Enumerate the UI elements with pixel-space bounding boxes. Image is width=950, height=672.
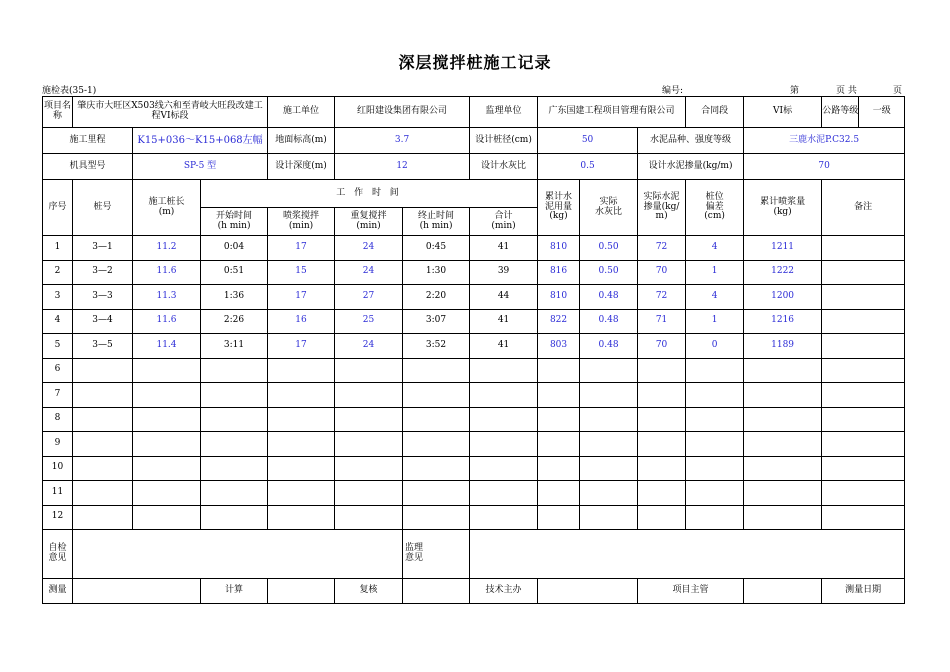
pile-offset-cell — [686, 456, 744, 481]
design-dosage-value: 70 — [744, 154, 905, 180]
table-row — [43, 505, 905, 530]
end-time-cell — [403, 358, 470, 383]
spray-mix-cell — [268, 432, 335, 457]
pile-offset-cell — [686, 383, 744, 408]
repeat-title: 重复搅拌 — [350, 210, 387, 221]
start-time-cell: 3:11 — [201, 334, 268, 359]
repeat-mix-cell: 27 — [335, 285, 403, 310]
col-slurry-header — [744, 180, 822, 236]
section-label: 合同段 — [686, 97, 744, 128]
actual-wc-cell — [580, 432, 638, 457]
cement-qty-cell: 810 — [538, 236, 580, 261]
seq-cell: 1 — [43, 236, 73, 261]
offset-b: 偏差 — [705, 201, 724, 212]
table-row — [43, 358, 905, 383]
remark-cell — [822, 358, 905, 383]
slurry-qty-cell — [744, 358, 822, 383]
actual-wc-cell — [580, 383, 638, 408]
col-repeat-header — [335, 208, 403, 236]
cement-qty-c: (kg) — [549, 211, 568, 222]
end-time-cell: 0:45 — [403, 236, 470, 261]
actual-wc-cell — [580, 481, 638, 506]
actual-dosage-cell: 71 — [638, 309, 686, 334]
table-row — [43, 309, 905, 334]
cement-qty-a: 累计水 — [545, 191, 573, 202]
cement-value: 三鹿水泥P.C32.5 — [744, 128, 905, 154]
table-row — [43, 285, 905, 310]
pile-offset-cell: 4 — [686, 236, 744, 261]
total-min-cell: 39 — [470, 260, 538, 285]
spray-mix-cell: 16 — [268, 309, 335, 334]
section-value: VI标 — [744, 97, 822, 128]
actual-wc-cell — [580, 358, 638, 383]
pile-length-cell — [133, 432, 201, 457]
pile-no-cell: 3—4 — [73, 309, 133, 334]
col-offset-header — [686, 180, 744, 236]
repeat-mix-cell — [335, 358, 403, 383]
actual-dosage-cell — [638, 456, 686, 481]
pile-length-cell — [133, 505, 201, 530]
actual-wc-cell: 0.50 — [580, 236, 638, 261]
table-row — [43, 456, 905, 481]
table-row — [43, 260, 905, 285]
slurry-qty-cell: 1189 — [744, 334, 822, 359]
self-check-content[interactable] — [73, 530, 403, 579]
seq-cell: 5 — [43, 334, 73, 359]
cement-qty-cell: 803 — [538, 334, 580, 359]
spray-mix-cell — [268, 481, 335, 506]
pile-no-cell: 3—5 — [73, 334, 133, 359]
pile-length-cell: 11.3 — [133, 285, 201, 310]
pile-length-cell: 11.6 — [133, 309, 201, 334]
slurry-qty-cell — [744, 383, 822, 408]
start-time-cell: 2:26 — [201, 309, 268, 334]
supervision-content[interactable] — [470, 530, 905, 579]
cement-label: 水泥品种、强度等级 — [638, 128, 744, 154]
total-min-cell — [470, 407, 538, 432]
pile-offset-cell: 0 — [686, 334, 744, 359]
actual-dosage-cell — [638, 432, 686, 457]
start-time-cell: 1:36 — [201, 285, 268, 310]
slurry-qty-cell: 1200 — [744, 285, 822, 310]
machine-label: 机具型号 — [43, 154, 133, 180]
actual-wc-cell: 0.48 — [580, 334, 638, 359]
total-min-cell: 41 — [470, 236, 538, 261]
col-actual-dosage-header — [638, 180, 686, 236]
total-min-cell — [470, 481, 538, 506]
remark-cell — [822, 236, 905, 261]
calc-label: 计算 — [201, 579, 268, 604]
slurry-a: 累计喷浆量 — [760, 196, 806, 207]
cement-qty-cell: 816 — [538, 260, 580, 285]
seq-cell: 11 — [43, 481, 73, 506]
construction-record-table — [42, 96, 905, 604]
total-min-cell: 41 — [470, 334, 538, 359]
pile-no-cell — [73, 505, 133, 530]
start-time-cell — [201, 432, 268, 457]
start-title: 开始时间 — [216, 210, 253, 221]
pile-offset-cell — [686, 432, 744, 457]
actual-wc-cell: 0.50 — [580, 260, 638, 285]
end-time-cell: 1:30 — [403, 260, 470, 285]
seq-cell: 2 — [43, 260, 73, 285]
start-time-cell — [201, 383, 268, 408]
col-total-header — [470, 208, 538, 236]
end-time-cell — [403, 456, 470, 481]
pile-length-cell: 11.6 — [133, 260, 201, 285]
start-unit: (h min) — [217, 220, 251, 231]
page-ye: 页 — [893, 86, 903, 96]
actual-dosage-a: 实际水泥 — [643, 191, 680, 202]
table-row — [43, 432, 905, 457]
total-min-cell — [470, 456, 538, 481]
supervision-b: 意见 — [405, 553, 424, 563]
repeat-mix-cell — [335, 505, 403, 530]
cement-qty-cell — [538, 481, 580, 506]
col-end-header — [403, 208, 470, 236]
pile-len-title: 施工桩长 — [148, 196, 185, 207]
ground-elev-label: 地面标高(m) — [268, 128, 335, 154]
actual-dosage-cell — [638, 383, 686, 408]
spray-mix-cell: 17 — [268, 285, 335, 310]
actual-wc-a: 实际 — [599, 196, 618, 207]
project-name: 肇庆市大旺区X503线六和至青岐大旺段改建工程VI标段 — [73, 97, 268, 128]
spray-unit: (min) — [288, 220, 314, 231]
pile-length-cell: 11.4 — [133, 334, 201, 359]
spray-mix-cell — [268, 456, 335, 481]
repeat-mix-cell — [335, 383, 403, 408]
review-sign[interactable] — [403, 579, 470, 604]
repeat-mix-cell: 24 — [335, 236, 403, 261]
col-pile-header: 桩号 — [73, 180, 133, 236]
start-time-cell — [201, 456, 268, 481]
supervision-a: 监理 — [405, 543, 424, 554]
start-time-cell — [201, 505, 268, 530]
end-time-cell: 3:07 — [403, 309, 470, 334]
slurry-qty-cell: 1216 — [744, 309, 822, 334]
repeat-unit: (min) — [356, 220, 381, 231]
table-row — [43, 236, 905, 261]
form-code: 施检表(35-1) — [42, 86, 97, 96]
remark-cell — [822, 285, 905, 310]
end-time-cell: 2:20 — [403, 285, 470, 310]
total-min-cell: 44 — [470, 285, 538, 310]
page-ye-gong: 页 共 — [836, 86, 857, 96]
cement-qty-cell: 822 — [538, 309, 580, 334]
self-check-label — [43, 530, 73, 579]
end-time-cell — [403, 383, 470, 408]
project-lead-label: 项目主管 — [638, 579, 744, 604]
spray-title: 喷浆搅拌 — [283, 210, 320, 221]
cement-qty-cell — [538, 505, 580, 530]
pile-offset-cell: 4 — [686, 285, 744, 310]
pile-length-cell: 11.2 — [133, 236, 201, 261]
remark-cell — [822, 505, 905, 530]
total-min-cell — [470, 383, 538, 408]
actual-dosage-cell: 70 — [638, 260, 686, 285]
supervisor-label: 监理单位 — [470, 97, 538, 128]
spray-mix-cell — [268, 358, 335, 383]
actual-dosage-cell — [638, 481, 686, 506]
repeat-mix-cell: 24 — [335, 260, 403, 285]
slurry-b: (kg) — [773, 206, 792, 217]
pile-no-cell — [73, 358, 133, 383]
offset-a: 桩位 — [705, 191, 724, 202]
design-dosage-label: 设计水泥掺量(kg/m) — [638, 154, 744, 180]
col-seq-header: 序号 — [43, 180, 73, 236]
repeat-mix-cell — [335, 481, 403, 506]
remark-cell — [822, 334, 905, 359]
col-start-header — [201, 208, 268, 236]
total-unit: (min) — [491, 220, 516, 231]
col-spray-header — [268, 208, 335, 236]
seq-cell: 4 — [43, 309, 73, 334]
actual-dosage-cell — [638, 407, 686, 432]
table-row — [43, 383, 905, 408]
remark-cell — [822, 481, 905, 506]
actual-dosage-cell: 70 — [638, 334, 686, 359]
cement-qty-cell: 810 — [538, 285, 580, 310]
pile-offset-cell — [686, 358, 744, 383]
pile-length-cell — [133, 456, 201, 481]
machine-value: SP-5 型 — [133, 154, 268, 180]
remark-cell — [822, 260, 905, 285]
repeat-mix-cell — [335, 432, 403, 457]
cement-qty-cell — [538, 383, 580, 408]
seq-cell: 9 — [43, 432, 73, 457]
end-time-cell: 3:52 — [403, 334, 470, 359]
pile-length-cell — [133, 358, 201, 383]
table-row — [43, 481, 905, 506]
total-min-cell: 41 — [470, 309, 538, 334]
table-row — [43, 334, 905, 359]
pile-offset-cell: 1 — [686, 309, 744, 334]
survey-sign[interactable] — [73, 579, 201, 604]
pile-len-unit: (m) — [158, 206, 175, 217]
supervisor-value: 广东国建工程项目管理有限公司 — [538, 97, 686, 128]
actual-dosage-c: m) — [655, 211, 668, 222]
pile-offset-cell: 1 — [686, 260, 744, 285]
col-pile-len-header — [133, 180, 201, 236]
survey-date-label: 测量日期 — [822, 579, 905, 604]
cement-qty-cell — [538, 407, 580, 432]
project-lead-sign[interactable] — [744, 579, 822, 604]
slurry-qty-cell — [744, 505, 822, 530]
actual-dosage-cell — [638, 358, 686, 383]
pile-offset-cell — [686, 505, 744, 530]
review-label: 复核 — [335, 579, 403, 604]
actual-wc-cell — [580, 505, 638, 530]
col-actual-wc-header — [580, 180, 638, 236]
design-dia-value: 50 — [538, 128, 638, 154]
road-grade-label: 公路等级 — [822, 97, 859, 127]
col-cement-qty-header — [538, 180, 580, 236]
pile-offset-cell — [686, 407, 744, 432]
ground-elev-value: 3.7 — [335, 128, 470, 154]
start-time-cell: 0:04 — [201, 236, 268, 261]
end-time-cell — [403, 505, 470, 530]
slurry-qty-cell — [744, 407, 822, 432]
calc-sign[interactable] — [268, 579, 335, 604]
design-wc-label: 设计水灰比 — [470, 154, 538, 180]
seq-cell: 10 — [43, 456, 73, 481]
design-wc-value: 0.5 — [538, 154, 638, 180]
spray-mix-cell — [268, 505, 335, 530]
cement-qty-cell — [538, 358, 580, 383]
start-time-cell — [201, 358, 268, 383]
remark-cell — [822, 309, 905, 334]
design-depth-label: 设计深度(m) — [268, 154, 335, 180]
actual-wc-cell: 0.48 — [580, 309, 638, 334]
work-time-header: 工 作 时 间 — [201, 180, 538, 208]
actual-wc-cell — [580, 407, 638, 432]
project-label: 项目名称 — [43, 97, 73, 128]
end-time-cell — [403, 481, 470, 506]
mileage-value: K15+036～K15+068左幅 — [133, 128, 268, 154]
pile-offset-cell — [686, 481, 744, 506]
actual-wc-b: 水灰比 — [595, 206, 623, 217]
data-rows — [43, 236, 905, 530]
tech-lead-sign[interactable] — [538, 579, 638, 604]
info-section — [43, 97, 905, 180]
start-time-cell — [201, 407, 268, 432]
remark-cell — [822, 383, 905, 408]
seq-cell: 7 — [43, 383, 73, 408]
pile-no-cell — [73, 481, 133, 506]
start-time-cell: 0:51 — [201, 260, 268, 285]
total-min-cell — [470, 358, 538, 383]
offset-c: (cm) — [704, 211, 725, 222]
spray-mix-cell: 17 — [268, 334, 335, 359]
pile-no-cell — [73, 456, 133, 481]
cement-qty-cell — [538, 456, 580, 481]
remark-cell — [822, 456, 905, 481]
col-remark-header: 备注 — [822, 180, 905, 236]
page-di: 第 — [790, 86, 800, 96]
slurry-qty-cell — [744, 481, 822, 506]
total-min-cell — [470, 432, 538, 457]
design-dia-label: 设计桩径(cm) — [470, 128, 538, 154]
footer-section — [43, 530, 905, 604]
end-title: 终止时间 — [418, 210, 455, 221]
survey-label: 测量 — [43, 579, 73, 604]
page-title: 深层搅拌桩施工记录 — [398, 53, 552, 72]
contractor-value: 红阳建设集团有限公司 — [335, 97, 470, 128]
spray-mix-cell — [268, 407, 335, 432]
self-check-a: 自检 — [48, 543, 67, 554]
actual-dosage-b: 掺量(kg/ — [643, 201, 680, 212]
start-time-cell — [201, 481, 268, 506]
pile-length-cell — [133, 407, 201, 432]
seq-cell: 6 — [43, 358, 73, 383]
total-title: 合计 — [494, 210, 513, 221]
actual-wc-cell — [580, 456, 638, 481]
total-min-cell — [470, 505, 538, 530]
pile-length-cell — [133, 383, 201, 408]
pile-no-cell — [73, 383, 133, 408]
repeat-mix-cell — [335, 407, 403, 432]
actual-dosage-cell: 72 — [638, 236, 686, 261]
pile-no-cell: 3—3 — [73, 285, 133, 310]
spray-mix-cell — [268, 383, 335, 408]
actual-dosage-cell: 72 — [638, 285, 686, 310]
remark-cell — [822, 407, 905, 432]
pile-no-cell — [73, 432, 133, 457]
pile-no-cell: 3—2 — [73, 260, 133, 285]
supervision-label — [403, 530, 470, 579]
actual-wc-cell: 0.48 — [580, 285, 638, 310]
seq-cell: 8 — [43, 407, 73, 432]
cement-qty-cell — [538, 432, 580, 457]
slurry-qty-cell: 1222 — [744, 260, 822, 285]
slurry-qty-cell — [744, 432, 822, 457]
seq-cell: 12 — [43, 505, 73, 530]
repeat-mix-cell — [335, 456, 403, 481]
pile-no-cell: 3—1 — [73, 236, 133, 261]
slurry-qty-cell — [744, 456, 822, 481]
spray-mix-cell: 15 — [268, 260, 335, 285]
spray-mix-cell: 17 — [268, 236, 335, 261]
tech-lead-label: 技术主办 — [470, 579, 538, 604]
repeat-mix-cell: 25 — [335, 309, 403, 334]
end-unit: (h min) — [419, 220, 453, 231]
end-time-cell — [403, 432, 470, 457]
mileage-label: 施工里程 — [43, 128, 133, 154]
table-row — [43, 407, 905, 432]
remark-cell — [822, 432, 905, 457]
road-grade-split — [822, 97, 904, 127]
design-depth-value: 12 — [335, 154, 470, 180]
self-check-b: 意见 — [48, 553, 67, 563]
pile-length-cell — [133, 481, 201, 506]
contractor-label: 施工单位 — [268, 97, 335, 128]
road-grade-value: 一级 — [872, 106, 891, 117]
seq-cell: 3 — [43, 285, 73, 310]
pile-no-cell — [73, 407, 133, 432]
repeat-mix-cell: 24 — [335, 334, 403, 359]
slurry-qty-cell: 1211 — [744, 236, 822, 261]
cement-qty-b: 泥用量 — [545, 201, 573, 212]
code-label: 编号: — [662, 86, 684, 96]
road-grade-cell — [822, 97, 905, 128]
actual-dosage-cell — [638, 505, 686, 530]
header-section — [43, 180, 905, 236]
end-time-cell — [403, 407, 470, 432]
